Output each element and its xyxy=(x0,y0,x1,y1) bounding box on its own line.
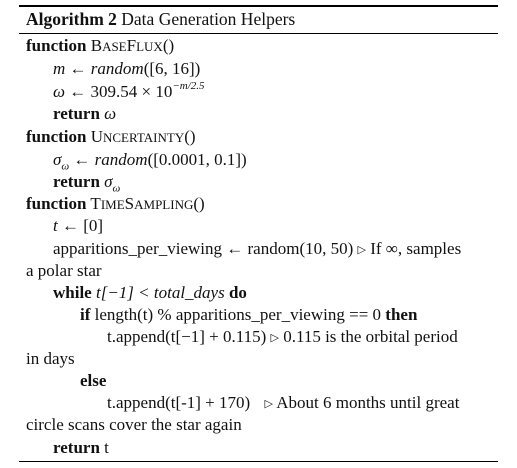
algo-line-14: t.append(t[−1] + 0.115) ▷ 0.115 is the orbital period xyxy=(107,327,458,346)
algo-line-19: return t xyxy=(53,438,109,457)
algo-line-5: function UNCERTAINTY() xyxy=(26,127,196,146)
algo-line-4: return ω xyxy=(53,104,117,123)
comment-text: 0.115 is the orbital period xyxy=(283,327,458,346)
comment-marker-icon: ▷ xyxy=(264,398,273,410)
algorithm-header xyxy=(26,8,295,30)
function-name-timesampling: TIMESAMPLING() xyxy=(90,194,205,213)
algo-line-11: a polar star xyxy=(26,261,102,280)
comment-marker-icon: ▷ xyxy=(270,332,279,344)
algo-line-12: while t[−1] < total_days do xyxy=(53,283,247,302)
algo-line-13: if length(t) % apparitions_per_viewing == 0 then xyxy=(80,305,418,324)
comment-text: If ∞, samples xyxy=(370,239,462,258)
algo-line-2: m ← random([6, 16]) xyxy=(53,59,201,78)
algorithm-top-rule xyxy=(19,5,498,7)
algo-line-9: t ← [0] xyxy=(53,216,104,235)
algo-line-6: $\sigma_\omega$ ← random([0.0001, 0.1]) xyxy=(53,150,247,173)
algorithm-title: Data Generation Helpers xyxy=(121,9,296,29)
algo-line-3: ω ← $309.54 \times 10^{-m/2.5}$ xyxy=(53,80,205,101)
algorithm-bottom-rule xyxy=(19,461,498,462)
algo-line-8: function TIMESAMPLING() xyxy=(26,194,205,213)
comment-text: About 6 months until great xyxy=(276,393,460,412)
algo-line-18: circle scans cover the star again xyxy=(26,415,242,434)
function-name-baseflux: BASEFLUX() xyxy=(90,36,175,55)
algo-line-17: t.append(t[-1] + 170) ▷ About 6 months until great xyxy=(107,393,460,412)
function-name-uncertainty: UNCERTAINTY() xyxy=(90,127,196,146)
comment-marker-icon: ▷ xyxy=(357,244,366,256)
algo-line-1 xyxy=(26,35,174,58)
algo-line-15: in days xyxy=(26,349,75,368)
algorithm-header-rule xyxy=(19,33,498,34)
algo-line-10: apparitions_per_viewing ← random(10, 50) ▷ If ∞, samples xyxy=(53,239,462,258)
algo-line-7: return $\sigma_\omega$ xyxy=(53,172,121,195)
algorithm-label: Algorithm 2 xyxy=(26,9,117,29)
algo-line-16: else xyxy=(80,371,107,390)
keyword-function: function xyxy=(26,36,87,55)
